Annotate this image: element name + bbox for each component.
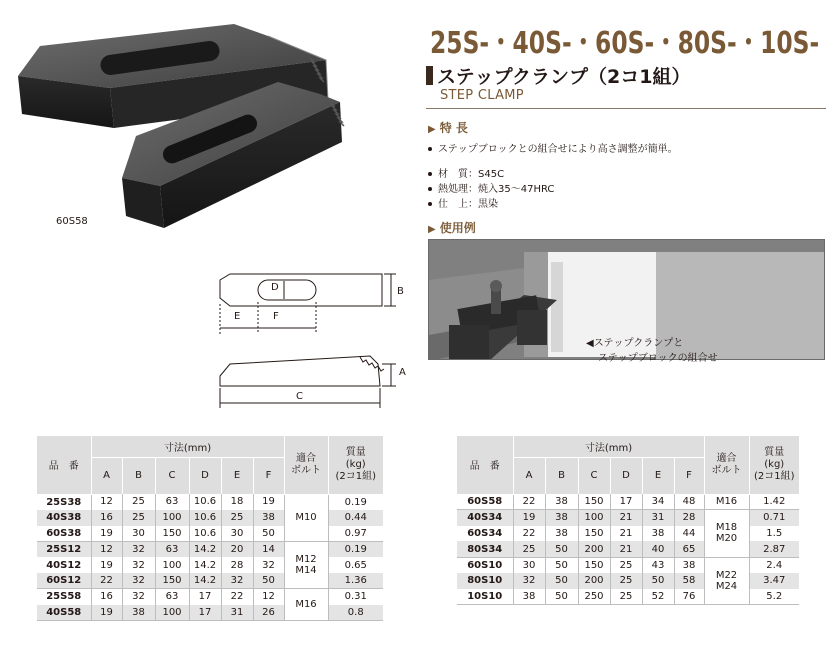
cell-dim: 58 — [674, 573, 704, 589]
cell-dim: 25 — [122, 510, 155, 526]
table-row — [457, 557, 799, 573]
cell-dim: 32 — [253, 557, 284, 573]
cell-code: 60S38 — [46, 527, 82, 539]
cell-dim: 12 — [91, 494, 122, 510]
header-bolt: 適合 ボルト — [704, 436, 749, 494]
slot-outline — [258, 280, 316, 300]
cell-dim: 200 — [578, 541, 610, 557]
cell-mass: 2.4 — [749, 557, 799, 573]
cell-dim: 25 — [610, 589, 642, 605]
header-divider — [426, 108, 826, 109]
product-title-text: ステップクランプ（2コ1組） — [437, 66, 691, 88]
cell-dim: 14.2 — [189, 541, 221, 557]
header-col-c: C — [155, 457, 189, 494]
cell-dim: 38 — [545, 526, 578, 542]
cell-dim: 25 — [610, 557, 642, 573]
header-mass: 質量 (kg) (2コ1組) — [328, 436, 383, 494]
cell-dim: 21 — [610, 510, 642, 526]
cell-dim: 38 — [545, 510, 578, 526]
cell-dim: 17 — [189, 605, 221, 621]
features-description — [428, 140, 678, 155]
cell-dim: 50 — [642, 573, 674, 589]
cell-dim: 19 — [91, 557, 122, 573]
cell-mass: 0.97 — [328, 526, 383, 542]
cell-dim: 100 — [155, 510, 189, 526]
header-col-e: E — [221, 457, 253, 494]
cell-dim: 30 — [221, 526, 253, 542]
cell-dim: 32 — [122, 557, 155, 573]
spec-material-text: 材 質：S45C — [438, 169, 505, 180]
cell-mass: 1.42 — [749, 494, 799, 510]
cell-dim: 18 — [221, 494, 253, 510]
triangle-icon: ▶ — [428, 124, 436, 135]
header-col-b: B — [545, 457, 578, 494]
cell-mass: 0.65 — [328, 557, 383, 573]
cell-dim: 38 — [674, 557, 704, 573]
header-col-d: D — [189, 457, 221, 494]
table-row — [37, 605, 383, 621]
cell-dim: 38 — [642, 526, 674, 542]
cell-dim: 150 — [578, 526, 610, 542]
table-row — [37, 589, 383, 605]
cell-dim: 28 — [674, 510, 704, 526]
cell-dim: 32 — [122, 589, 155, 605]
cell-code: 10S10 — [467, 590, 503, 602]
cell-dim: 22 — [91, 573, 122, 589]
cell-mass: 0.31 — [328, 589, 383, 605]
cell-dim: 38 — [513, 589, 545, 605]
cell-dim: 50 — [253, 573, 284, 589]
cell-dim: 19 — [91, 605, 122, 621]
header-dimensions: 寸法(mm) — [513, 436, 704, 457]
cell-dim: 32 — [122, 573, 155, 589]
cell-dim: 25 — [610, 573, 642, 589]
cell-dim: 16 — [91, 510, 122, 526]
cell-dim: 22 — [221, 589, 253, 605]
usage-heading — [428, 219, 476, 236]
bullet-icon — [428, 147, 432, 151]
cell-dim: 25 — [122, 494, 155, 510]
cell-dim: 40 — [642, 541, 674, 557]
cell-dim: 44 — [674, 526, 704, 542]
triangle-icon: ▶ — [428, 224, 436, 235]
cell-dim: 150 — [155, 573, 189, 589]
cell-dim: 38 — [122, 605, 155, 621]
drawing-label-d: D — [271, 282, 279, 293]
drawing-label-c: C — [296, 391, 303, 402]
cell-mass: 0.71 — [749, 510, 799, 526]
cell-mass: 2.87 — [749, 541, 799, 557]
cell-dim: 43 — [642, 557, 674, 573]
cell-dim: 32 — [122, 541, 155, 557]
cell-dim: 22 — [513, 494, 545, 510]
cell-dim: 10.6 — [189, 494, 221, 510]
drawing-label-a: A — [399, 367, 406, 378]
cell-mass: 1.36 — [328, 573, 383, 589]
cell-bolt: M16 — [284, 589, 328, 621]
header-col-f: F — [253, 457, 284, 494]
spec-table-right — [457, 436, 799, 605]
header-col-a: A — [513, 457, 545, 494]
cell-code: 80S34 — [457, 541, 513, 557]
cell-mass: 0.44 — [328, 510, 383, 526]
cell-dim: 50 — [545, 557, 578, 573]
cell-dim: 38 — [253, 510, 284, 526]
cell-mass: 5.2 — [749, 589, 799, 605]
cell-bolt: M12 M14 — [284, 541, 328, 588]
header-col-e: E — [642, 457, 674, 494]
side-view-outline — [220, 356, 380, 386]
cell-dim: 100 — [578, 510, 610, 526]
cell-dim: 150 — [578, 557, 610, 573]
cell-code: 60S34 — [467, 527, 503, 539]
header-mass: 質量 (kg) (2コ1組) — [749, 436, 799, 494]
table-row — [37, 494, 383, 510]
cell-dim: 50 — [253, 526, 284, 542]
cell-bolt: M10 — [284, 494, 328, 541]
cell-dim: 19 — [513, 510, 545, 526]
bullet-icon — [428, 172, 432, 176]
cell-dim: 63 — [155, 494, 189, 510]
title-bar-marker — [426, 66, 433, 85]
header-col-f: F — [674, 457, 704, 494]
header-col-d: D — [610, 457, 642, 494]
cell-dim: 63 — [155, 589, 189, 605]
cell-mass: 0.8 — [328, 605, 383, 621]
product-title-en: STEP CLAMP — [440, 88, 524, 103]
header-code: 品 番 — [37, 436, 91, 494]
cell-code: 40S12 — [46, 559, 82, 571]
cell-dim: 76 — [674, 589, 704, 605]
product-photo — [10, 18, 350, 233]
cell-dim: 50 — [545, 573, 578, 589]
cell-dim: 25 — [513, 541, 545, 557]
cell-dim: 17 — [189, 589, 221, 605]
cell-code: 60S10 — [457, 557, 513, 573]
cell-bolt: M16 — [704, 494, 749, 510]
header-dimensions: 寸法(mm) — [91, 436, 284, 457]
cell-bolt: M18 M20 — [704, 510, 749, 557]
cell-dim: 32 — [513, 573, 545, 589]
cell-code: 25S38 — [46, 496, 82, 508]
spec-table-left — [37, 436, 383, 621]
spec-finish-text: 仕 上：黒染 — [438, 199, 498, 210]
features-description-text: ステップブロックとの組合せにより高さ調整が簡単。 — [438, 144, 678, 155]
header-code: 品 番 — [457, 436, 513, 494]
cell-code: 60S12 — [37, 573, 91, 589]
cell-dim: 31 — [642, 510, 674, 526]
table-row — [37, 573, 383, 589]
cell-dim: 16 — [91, 589, 122, 605]
top-view-outline — [220, 274, 382, 306]
cell-dim: 52 — [642, 589, 674, 605]
table-row — [457, 510, 799, 526]
cell-code: 40S58 — [37, 605, 91, 621]
header-bolt: 適合 ボルト — [284, 436, 328, 494]
product-photo-label: 60S58 — [56, 216, 88, 227]
cell-dim: 250 — [578, 589, 610, 605]
cell-dim: 32 — [221, 573, 253, 589]
cell-dim: 38 — [545, 494, 578, 510]
spec-material — [428, 165, 504, 180]
cell-dim: 14.2 — [189, 573, 221, 589]
header-col-b: B — [122, 457, 155, 494]
cell-dim: 17 — [610, 494, 642, 510]
usage-caption-line1: ◀ステップクランプと — [586, 338, 684, 349]
cell-dim: 10.6 — [189, 510, 221, 526]
drawing-label-e: E — [234, 311, 241, 322]
cell-code: 80S10 — [457, 573, 513, 589]
cell-dim: 21 — [610, 541, 642, 557]
bullet-icon — [428, 187, 432, 191]
dimension-drawing — [210, 268, 425, 416]
cell-dim: 48 — [674, 494, 704, 510]
cell-dim: 150 — [578, 494, 610, 510]
cell-bolt: M22 M24 — [704, 557, 749, 604]
cell-dim: 30 — [513, 557, 545, 573]
cell-dim: 63 — [155, 541, 189, 557]
cell-dim: 31 — [221, 605, 253, 621]
cell-dim: 28 — [221, 557, 253, 573]
cell-dim: 26 — [253, 605, 284, 621]
cell-dim: 14 — [253, 541, 284, 557]
cell-code: 40S34 — [457, 510, 513, 526]
cell-dim: 19 — [91, 526, 122, 542]
cell-dim: 100 — [155, 605, 189, 621]
cell-mass: 0.19 — [328, 494, 383, 510]
drawing-label-b: B — [397, 286, 404, 297]
cell-dim: 30 — [122, 526, 155, 542]
cell-dim: 50 — [545, 541, 578, 557]
cell-dim: 12 — [253, 589, 284, 605]
cell-dim: 14.2 — [189, 557, 221, 573]
series-title: 25S-・40S-・60S-・80S-・10S- — [430, 26, 820, 61]
cell-mass: 0.19 — [328, 541, 383, 557]
spec-finish — [428, 195, 498, 210]
cell-dim: 20 — [221, 541, 253, 557]
cell-dim: 21 — [610, 526, 642, 542]
usage-caption-line2: ステップブロックの組合せ — [598, 353, 718, 364]
cell-dim: 50 — [545, 589, 578, 605]
cell-dim: 22 — [513, 526, 545, 542]
table-row — [37, 510, 383, 526]
table-row — [37, 526, 383, 542]
cell-dim: 12 — [91, 541, 122, 557]
table-row — [457, 494, 799, 510]
table-row — [37, 557, 383, 573]
cell-mass: 1.5 — [749, 526, 799, 542]
drawing-label-f: F — [273, 311, 279, 322]
table-row — [37, 541, 383, 557]
cell-dim: 150 — [155, 526, 189, 542]
cell-dim: 25 — [221, 510, 253, 526]
spec-heat-treatment-text: 熱処理：焼入35～47HRC — [438, 184, 555, 195]
cell-dim: 10.6 — [189, 526, 221, 542]
spec-heat-treatment — [428, 180, 554, 195]
header-col-c: C — [578, 457, 610, 494]
cell-code: 40S38 — [37, 510, 91, 526]
header-col-a: A — [91, 457, 122, 494]
bullet-icon — [428, 202, 432, 206]
cell-dim: 100 — [155, 557, 189, 573]
features-heading-text: 特 長 — [439, 121, 468, 135]
cell-dim: 19 — [253, 494, 284, 510]
usage-heading-text: 使用例 — [439, 221, 476, 235]
cell-dim: 34 — [642, 494, 674, 510]
cell-code: 25S12 — [37, 541, 91, 557]
cell-mass: 3.47 — [749, 573, 799, 589]
product-title — [426, 62, 691, 89]
cell-dim: 200 — [578, 573, 610, 589]
cell-dim: 65 — [674, 541, 704, 557]
cell-code: 25S58 — [37, 589, 91, 605]
features-heading — [428, 119, 468, 136]
cell-code: 60S58 — [467, 496, 503, 508]
